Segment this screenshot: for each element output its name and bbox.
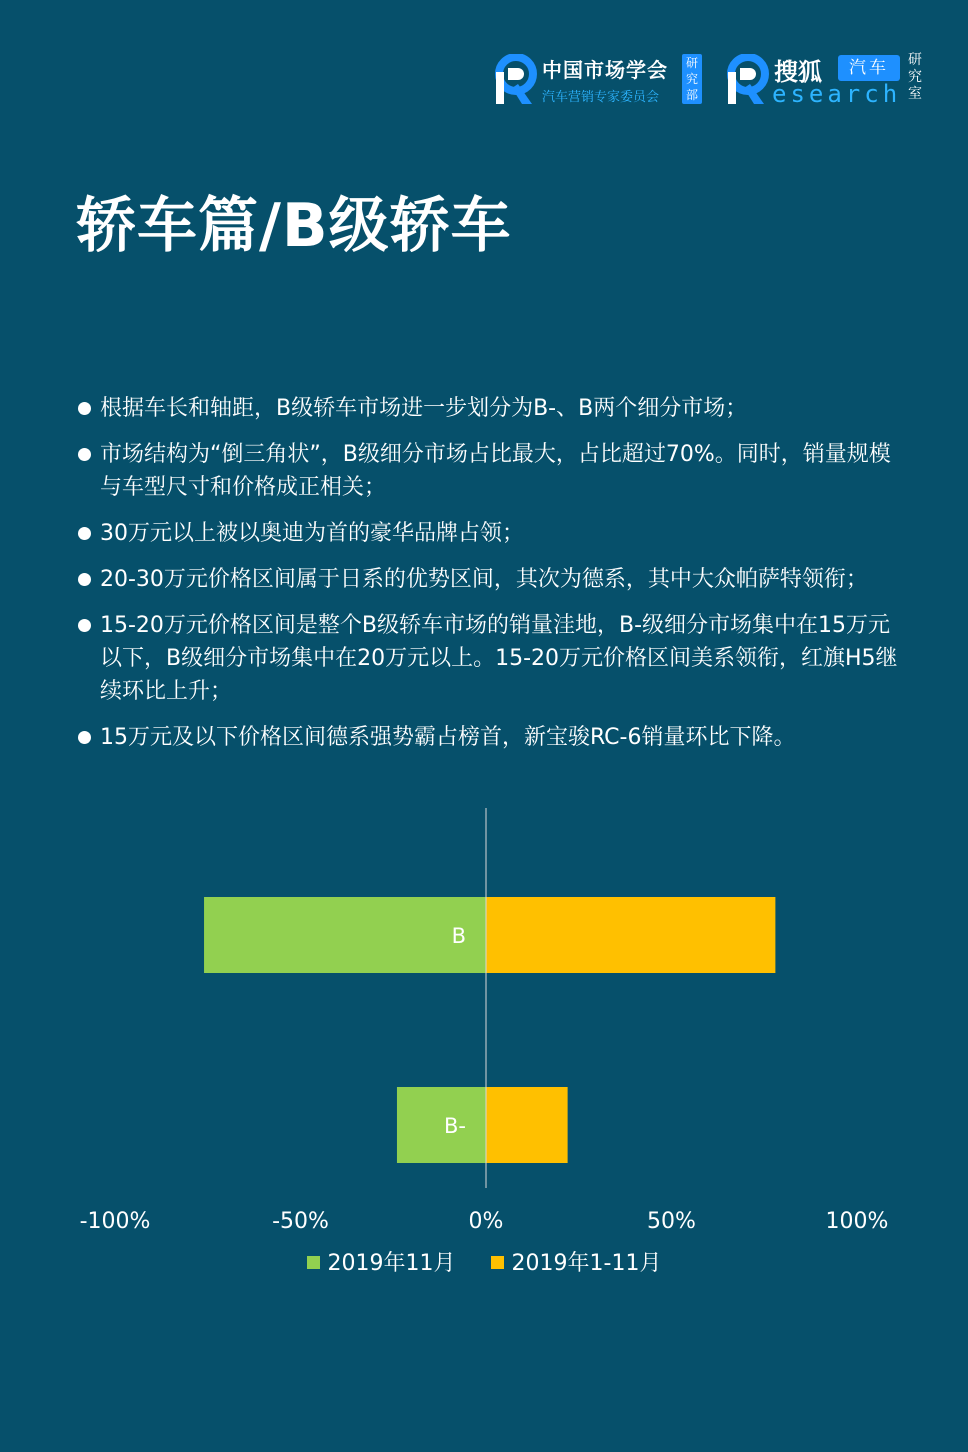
page-title: 轿车篇/B级轿车	[76, 191, 512, 261]
bullet-item	[78, 392, 898, 425]
org-dept-badge: 研究部	[682, 54, 702, 104]
org-subtitle: 汽车营销专家委员会	[542, 90, 660, 105]
legend-label: 2019年11月	[327, 1251, 456, 1276]
lab-label: 研究室	[908, 52, 922, 102]
bullet-dot-icon	[78, 448, 91, 461]
legend-swatch-yellow	[491, 1256, 504, 1269]
bullet-item	[78, 438, 898, 504]
legend-item	[491, 1246, 662, 1277]
bullet-text: 15-20万元价格区间是整个B级轿车市场的销量洼地，B-级细分市场集中在15万元以下，B级细分市场集中在20万元以上。15-20万元价格区间美系领衔，红旗H5继续环比上升；	[100, 613, 898, 704]
bar-B--series-1	[486, 1087, 568, 1163]
x-tick-label: 0%	[468, 1209, 504, 1234]
bullet-dot-icon	[78, 731, 91, 744]
bullet-text: 15万元及以下价格区间德系强势霸占榜首，新宝骏RC-6销量环比下降。	[100, 725, 796, 750]
bullet-text: 市场结构为“倒三角状”，B级细分市场占比最大，占比超过70%。同时，销量规模与车型尺寸和价格成正相关；	[100, 442, 891, 500]
x-tick-label: 50%	[647, 1209, 696, 1234]
x-tick-label: -50%	[272, 1209, 329, 1234]
logo-market-association	[494, 52, 714, 108]
r-logo-icon	[494, 54, 538, 106]
bullet-dot-icon	[78, 619, 91, 632]
category-label: B	[451, 924, 466, 948]
segment-share-chart	[0, 800, 968, 1300]
logo-sohu-auto-research	[726, 52, 946, 108]
chart-legend	[0, 1246, 968, 1277]
bullet-text: 30万元以上被以奥迪为首的豪华品牌占领；	[100, 521, 524, 546]
bullet-list	[78, 392, 898, 767]
bullet-item	[78, 517, 898, 550]
org-name: 中国市场学会	[542, 58, 668, 82]
bar-B--series-0	[397, 1087, 486, 1163]
bullet-dot-icon	[78, 402, 91, 415]
research-text: esearch	[772, 80, 902, 108]
brand-name: 搜狐	[774, 58, 822, 86]
legend-swatch-green	[307, 1256, 320, 1269]
bullet-text: 20-30万元价格区间属于日系的优势区间，其次为德系，其中大众帕萨特领衔；	[100, 567, 868, 592]
bullet-item	[78, 563, 898, 596]
bullet-item	[78, 609, 898, 708]
brand-tag: 汽车	[838, 55, 900, 81]
bullet-item	[78, 721, 898, 754]
legend-item	[307, 1246, 456, 1277]
bar-B-series-0	[204, 897, 486, 973]
r-logo-icon	[726, 54, 770, 106]
x-tick-label: 100%	[825, 1209, 889, 1234]
bullet-text: 根据车长和轴距，B级轿车市场进一步划分为B-、B两个细分市场；	[100, 396, 748, 421]
bullet-dot-icon	[78, 527, 91, 540]
legend-label: 2019年1-11月	[511, 1251, 662, 1276]
chart-plot	[0, 800, 968, 1240]
bullet-dot-icon	[78, 573, 91, 586]
bar-B-series-1	[486, 897, 775, 973]
category-label: B-	[444, 1114, 466, 1138]
x-tick-label: -100%	[79, 1209, 151, 1234]
